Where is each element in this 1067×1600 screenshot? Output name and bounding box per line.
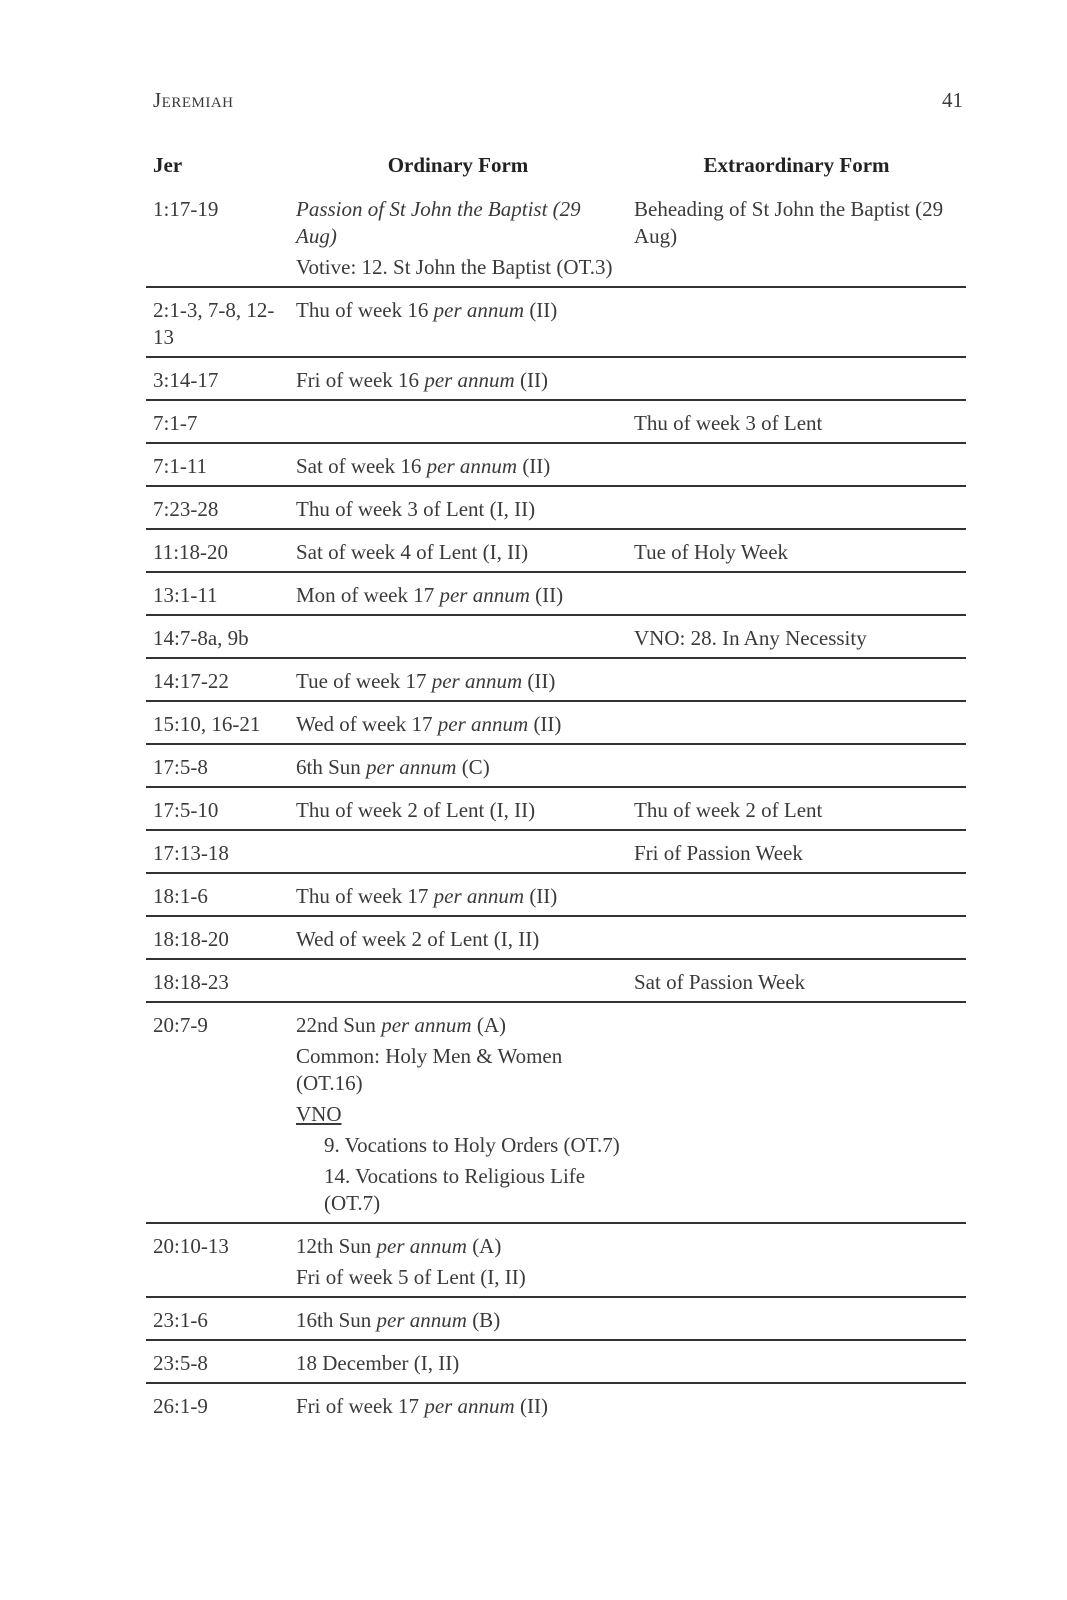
table-row <box>146 873 966 916</box>
entry-text: (II) <box>517 454 551 478</box>
entry-text: Thu of week 16 <box>296 298 434 322</box>
ordinary-form-cell <box>289 959 627 1002</box>
celebration-entry <box>634 840 960 867</box>
ordinary-form-cell <box>289 287 627 357</box>
entry-text: Common: Holy Men & Women (OT.16) <box>296 1044 563 1095</box>
entry-text: Thu of week 3 of Lent (I, II) <box>296 497 536 521</box>
entry-text: 18 December (I, II) <box>296 1351 460 1375</box>
celebration-entry <box>296 754 621 781</box>
table-row <box>146 287 966 357</box>
entry-text: per annum <box>433 884 525 908</box>
reference-cell: 2:1-3, 7-8, 12-13 <box>146 287 289 357</box>
extraordinary-form-cell <box>627 529 966 572</box>
extraordinary-form-cell <box>627 916 966 959</box>
entry-text: 12th Sun <box>296 1234 377 1258</box>
entry-text: Beheading of St John the Baptist (29 Aug) <box>634 197 944 248</box>
entry-text: per annum <box>426 454 518 478</box>
entry-text: Thu of week 2 of Lent <box>634 798 823 822</box>
entry-text: Mon of week 17 <box>296 583 440 607</box>
ordinary-form-cell <box>289 1297 627 1340</box>
entry-text: per annum <box>376 1234 467 1258</box>
ordinary-form-cell <box>289 787 627 830</box>
celebration-entry <box>634 196 960 250</box>
ordinary-form-cell <box>289 830 627 873</box>
entry-text: 6th Sun <box>296 755 367 779</box>
extraordinary-form-cell <box>627 1383 966 1425</box>
table-row <box>146 400 966 443</box>
reference-cell: 15:10, 16-21 <box>146 701 289 744</box>
entry-text: (II) <box>522 669 556 693</box>
entry-text: Fri of week 5 of Lent (I, II) <box>296 1265 526 1289</box>
table-row <box>146 658 966 701</box>
celebration-entry <box>296 926 621 953</box>
ordinary-form-cell <box>289 572 627 615</box>
celebration-entry <box>634 625 960 652</box>
celebration-entry <box>634 410 960 437</box>
ordinary-form-cell <box>289 187 627 287</box>
celebration-entry <box>296 1163 621 1217</box>
celebration-entry <box>296 1264 621 1291</box>
celebration-entry <box>296 668 621 695</box>
celebration-entry <box>296 797 621 824</box>
reference-cell: 7:23-28 <box>146 486 289 529</box>
entry-text: VNO <box>296 1102 342 1126</box>
table-row <box>146 1340 966 1383</box>
table-row <box>146 572 966 615</box>
entry-text: Sat of week 16 <box>296 454 427 478</box>
extraordinary-form-cell <box>627 1340 966 1383</box>
table-body <box>146 187 966 1425</box>
entry-text: per annum <box>424 1394 515 1418</box>
ordinary-form-cell <box>289 443 627 486</box>
celebration-entry <box>296 297 621 324</box>
celebration-entry <box>296 1350 621 1377</box>
reference-cell: 1:17-19 <box>146 187 289 287</box>
entry-text: Thu of week 3 of Lent <box>634 411 823 435</box>
celebration-entry <box>296 196 621 250</box>
entry-text: (II) <box>524 884 558 908</box>
reference-cell: 14:17-22 <box>146 658 289 701</box>
celebration-entry <box>634 797 960 824</box>
celebration-entry <box>296 1307 621 1334</box>
table-row <box>146 1002 966 1223</box>
table-row <box>146 443 966 486</box>
entry-text: 14. Vocations to Religious Life (OT.7) <box>324 1164 586 1215</box>
entry-text: (II) <box>529 583 564 607</box>
ordinary-form-cell <box>289 744 627 787</box>
entry-text: Tue of Holy Week <box>634 540 789 564</box>
entry-text: Wed of week 2 of Lent (I, II) <box>296 927 540 951</box>
entry-text: per annum <box>376 1308 467 1332</box>
table-row <box>146 701 966 744</box>
entry-text: Fri of Passion Week <box>634 841 803 865</box>
entry-text: Thu of week 2 of Lent (I, II) <box>296 798 536 822</box>
table-row <box>146 744 966 787</box>
extraordinary-form-cell <box>627 400 966 443</box>
reference-cell: 26:1-9 <box>153 1394 208 1418</box>
celebration-entry <box>296 582 621 609</box>
extraordinary-form-cell <box>627 486 966 529</box>
table-row <box>146 959 966 1002</box>
entry-text: (II) <box>514 368 548 392</box>
entry-text: Thu of week 17 <box>296 884 434 908</box>
celebration-entry <box>296 883 621 910</box>
celebration-entry <box>296 1393 621 1420</box>
entry-text: per annum <box>433 298 525 322</box>
reference-cell: 23:5-8 <box>146 1340 289 1383</box>
entry-text: (C) <box>456 755 490 779</box>
column-header-ordinary-form: Ordinary Form <box>387 153 529 177</box>
entry-text: (A) <box>466 1234 502 1258</box>
ordinary-form-cell <box>289 1340 627 1383</box>
ordinary-form-cell <box>289 916 627 959</box>
ordinary-form-cell <box>289 357 627 400</box>
celebration-entry <box>634 969 960 996</box>
celebration-entry <box>296 711 621 738</box>
entry-text: (II) <box>514 1394 548 1418</box>
celebration-entry <box>296 453 621 480</box>
entry-text: Tue of week 17 <box>296 669 432 693</box>
celebration-entry <box>296 1132 621 1159</box>
celebration-entry <box>634 539 960 566</box>
reference-cell: 7:1-11 <box>146 443 289 486</box>
table-header-row <box>146 148 966 187</box>
table-row <box>146 357 966 400</box>
extraordinary-form-cell <box>627 572 966 615</box>
extraordinary-form-cell <box>627 658 966 701</box>
entry-text: per annum <box>437 712 529 736</box>
entry-text: per annum <box>431 669 523 693</box>
reference-cell: 23:1-6 <box>146 1297 289 1340</box>
entry-text: per annum <box>424 368 515 392</box>
reference-cell: 11:18-20 <box>146 529 289 572</box>
page-number: 41 <box>942 88 963 112</box>
entry-text: 22nd Sun <box>296 1013 382 1037</box>
extraordinary-form-cell <box>627 873 966 916</box>
entry-text: Sat of week 4 of Lent (I, II) <box>296 540 529 564</box>
reference-cell: 13:1-11 <box>146 572 289 615</box>
reference-cell: 18:18-23 <box>146 959 289 1002</box>
lectionary-table <box>146 148 966 1425</box>
reference-cell: 14:7-8a, 9b <box>146 615 289 658</box>
celebration-entry <box>296 496 621 523</box>
ordinary-form-cell <box>289 615 627 658</box>
entry-text: per annum <box>366 755 457 779</box>
reference-cell: 20:10-13 <box>146 1223 289 1297</box>
extraordinary-form-cell <box>627 744 966 787</box>
extraordinary-form-cell <box>627 701 966 744</box>
celebration-entry <box>296 539 621 566</box>
entry-text: 16th Sun <box>296 1308 377 1332</box>
celebration-entry <box>296 1012 621 1039</box>
ordinary-form-cell <box>289 400 627 443</box>
entry-text: Votive: 12. St John the Baptist (OT.3) <box>296 255 613 279</box>
entry-text: Wed of week 17 <box>296 712 438 736</box>
reference-cell: 20:7-9 <box>146 1002 289 1223</box>
extraordinary-form-cell <box>627 830 966 873</box>
extraordinary-form-cell <box>627 1297 966 1340</box>
reference-cell: 3:14-17 <box>146 357 289 400</box>
entry-text: per annum <box>381 1013 472 1037</box>
reference-cell: 17:5-10 <box>146 787 289 830</box>
entry-text: (II) <box>524 298 558 322</box>
ordinary-form-cell <box>289 658 627 701</box>
ordinary-form-cell <box>289 486 627 529</box>
entry-text: 9. Vocations to Holy Orders (OT.7) <box>324 1133 620 1157</box>
table-row <box>146 529 966 572</box>
table-row <box>146 787 966 830</box>
extraordinary-form-cell <box>627 443 966 486</box>
table-row <box>146 486 966 529</box>
reference-cell: 17:5-8 <box>146 744 289 787</box>
extraordinary-form-cell <box>627 1002 966 1223</box>
column-header-jer: Jer <box>153 153 183 177</box>
entry-text: Passion of St John the Baptist (29 Aug) <box>296 197 581 248</box>
extraordinary-form-cell <box>627 787 966 830</box>
table-row <box>146 830 966 873</box>
ordinary-form-cell <box>289 1383 627 1425</box>
running-head: Jeremiah <box>153 88 234 112</box>
celebration-entry <box>296 367 621 394</box>
table-row <box>146 916 966 959</box>
extraordinary-form-cell <box>627 959 966 1002</box>
reference-cell: 7:1-7 <box>146 400 289 443</box>
entry-text: (II) <box>528 712 562 736</box>
entry-text: per annum <box>439 583 530 607</box>
table-row <box>146 187 966 287</box>
table-row <box>146 1297 966 1340</box>
extraordinary-form-cell <box>627 1223 966 1297</box>
ordinary-form-cell <box>289 701 627 744</box>
ordinary-form-cell <box>289 1002 627 1223</box>
table-row <box>146 1383 966 1425</box>
celebration-entry <box>296 1101 621 1128</box>
reference-cell: 18:1-6 <box>146 873 289 916</box>
table-row <box>146 615 966 658</box>
celebration-entry <box>296 254 621 281</box>
ordinary-form-cell <box>289 529 627 572</box>
entry-text: (A) <box>471 1013 507 1037</box>
entry-text: Fri of week 17 <box>296 1394 425 1418</box>
entry-text: Sat of Passion Week <box>634 970 806 994</box>
reference-cell: 17:13-18 <box>146 830 289 873</box>
ordinary-form-cell <box>289 1223 627 1297</box>
celebration-entry <box>296 1233 621 1260</box>
extraordinary-form-cell <box>627 357 966 400</box>
celebration-entry <box>296 1043 621 1097</box>
extraordinary-form-cell <box>627 287 966 357</box>
extraordinary-form-cell <box>627 187 966 287</box>
entry-text: (B) <box>466 1308 501 1332</box>
entry-text: Fri of week 16 <box>296 368 425 392</box>
extraordinary-form-cell <box>627 615 966 658</box>
entry-text: VNO: 28. In Any Necessity <box>634 626 867 650</box>
reference-cell: 18:18-20 <box>146 916 289 959</box>
table-row <box>146 1223 966 1297</box>
column-header-extraordinary-form: Extraordinary Form <box>703 153 890 177</box>
ordinary-form-cell <box>289 873 627 916</box>
